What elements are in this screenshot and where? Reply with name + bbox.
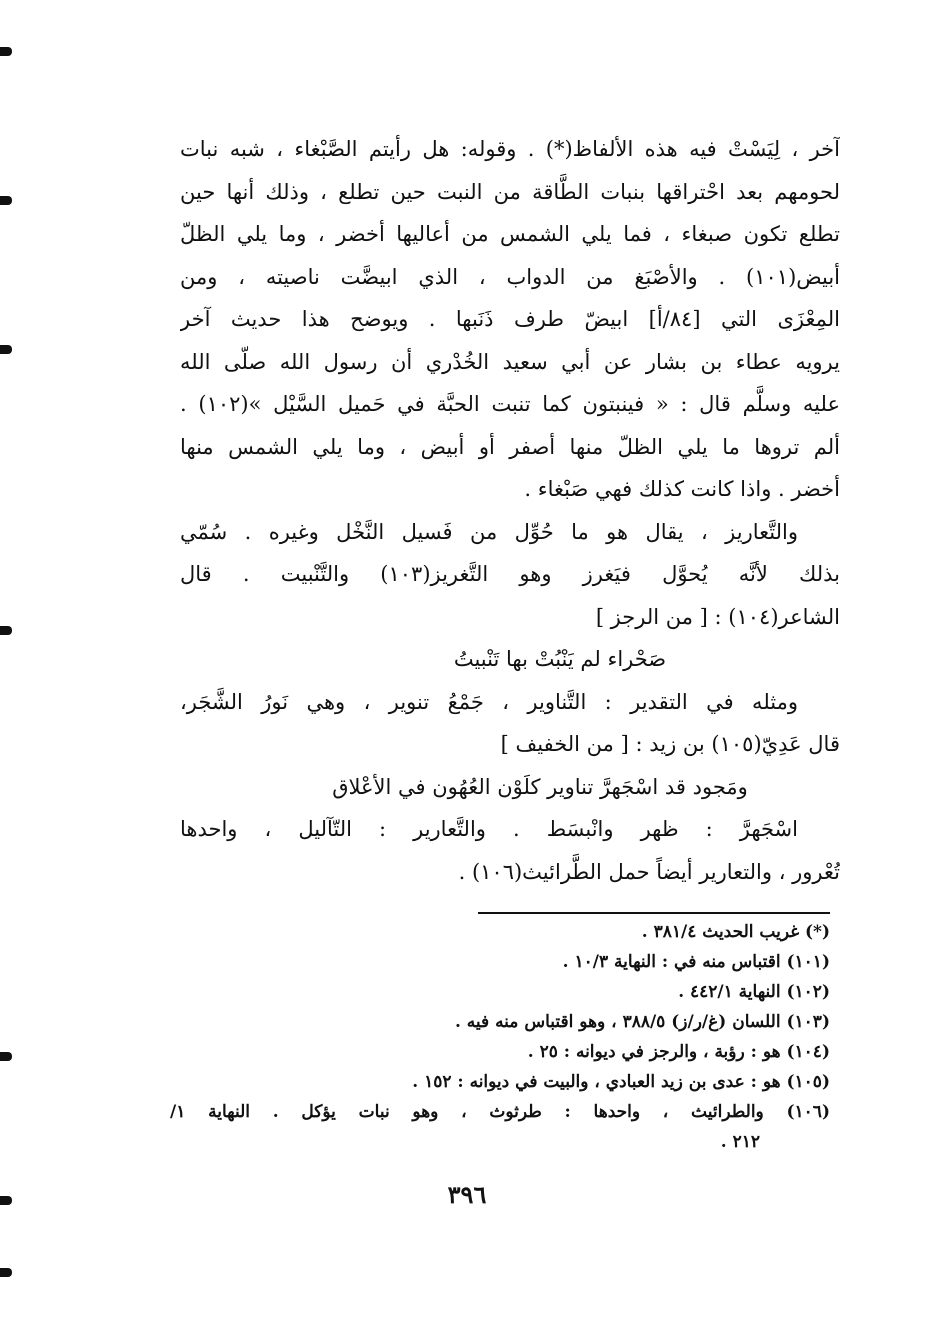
verse-line: ومَجود قد اسْجَهرَّ تناوير كلَوْن العُهُون في الأعْلاق bbox=[332, 774, 748, 799]
binding-hole-mark bbox=[0, 47, 12, 56]
footnote: (١٠٥) هو : عدى بن زيد العبادي ، والبيت في ديوانه : ١٥٢ . bbox=[412, 1072, 830, 1092]
footnote: (١٠٢) النهاية ٤٤٢/١ . bbox=[678, 982, 830, 1002]
text-line: تطلع تكون صبغاء ، فما يلي الشمس من أعاليها أخضر ، وما يلي الظلّ bbox=[180, 222, 840, 246]
text-line: أبيض(١٠١) . والأصْبَغ من الدواب ، الذي ابيضَّت ناصيته ، ومن bbox=[180, 264, 840, 289]
binding-hole-mark bbox=[0, 1052, 12, 1061]
text-line: عليه وسلَّم قال : « فينبتون كما تنبت الحبَّة في حَميل السَّيْل »(١٠٢) . bbox=[180, 392, 840, 416]
main-text bbox=[180, 128, 840, 893]
text-line: الشاعر(١٠٤) : [ من الرجز ] bbox=[595, 604, 840, 629]
text-line: والتَّعاريز ، يقال هو ما حُوِّل من فَسيل النَّخْل وغيره . سُمّي bbox=[180, 519, 798, 544]
footnote-continuation: ٢١٢ . bbox=[720, 1132, 760, 1152]
footnote: (١٠١) اقتباس منه في : النهاية ١٠/٣ . bbox=[562, 952, 830, 972]
text-line: ومثله في التقدير : التَّناوير ، جَمْعُ تنوير ، وهي نَورُ الشَّجَر، bbox=[180, 689, 798, 714]
footnotes bbox=[170, 917, 830, 1157]
text-line: بذلك لأنَّه يُحوَّل فيَغرز وهو التَّغريز(١٠٣) والتَّنْبيت . قال bbox=[180, 562, 840, 586]
page-number: ٣٩٦ bbox=[447, 1180, 487, 1209]
text-line: لحومهم بعد احْتراقها بنبات الطَّاقة من النبت حين تطلع ، وذلك أنها حين bbox=[180, 179, 840, 204]
text-line: تُعْرور ، والتعارير أيضاً حمل الطَّرائيث(١٠٦) . bbox=[458, 859, 840, 884]
text-line: أخضر . واذا كانت كذلك فهي صَبْغاء . bbox=[524, 477, 840, 501]
binding-hole-mark bbox=[0, 1196, 12, 1205]
text-line: قال عَدِيّ(١٠٥) بن زيد : [ من الخفيف ] bbox=[500, 732, 840, 756]
footnote: (*) غريب الحديث ٣٨١/٤ . bbox=[641, 922, 830, 942]
text-line: اسْجَهرَّ : ظهر وانْبسَط . والتَّعارير : التّآليل ، واحدها bbox=[180, 817, 798, 841]
binding-hole-mark bbox=[0, 196, 12, 205]
footnote: (١٠٦) والطرائيث ، واحدها : طرثوث ، وهو نبات يؤكل . النهاية ١/ bbox=[170, 1102, 830, 1122]
text-line: آخر ، لِيَسْتْ فيه هذه الألفاظ(*) . وقوله: هل رأيتم الصَّبْغاء ، شبه نبات bbox=[180, 137, 840, 161]
binding-hole-mark bbox=[0, 626, 12, 635]
footnote: (١٠٣) اللسان (غ/ر/ز) ٣٨٨/٥ ، وهو اقتباس منه فيه . bbox=[454, 1012, 830, 1032]
text-line: ألم تروها ما يلي الظلّ منها أصفر أو أبيض ، وما يلي الشمس منها bbox=[180, 434, 840, 459]
binding-hole-mark bbox=[0, 345, 12, 354]
footnote: (١٠٤) هو : رؤبة ، والرجز في ديوانه : ٢٥ . bbox=[527, 1042, 830, 1062]
footnote-separator bbox=[478, 912, 830, 914]
binding-hole-mark bbox=[0, 1268, 12, 1277]
text-line: يرويه عطاء بن بشار عن أبي سعيد الخُدْري أن رسول الله صلّى الله bbox=[180, 349, 840, 374]
text-line: المِعْزَى التي [٨٤/أ] ابيضّ طرف ذَنَبها . ويوضح هذا حديث آخر bbox=[180, 307, 840, 331]
verse-line: صَحْراء لم يَنْبُتْ بها تَنْبيتُ bbox=[453, 647, 667, 671]
